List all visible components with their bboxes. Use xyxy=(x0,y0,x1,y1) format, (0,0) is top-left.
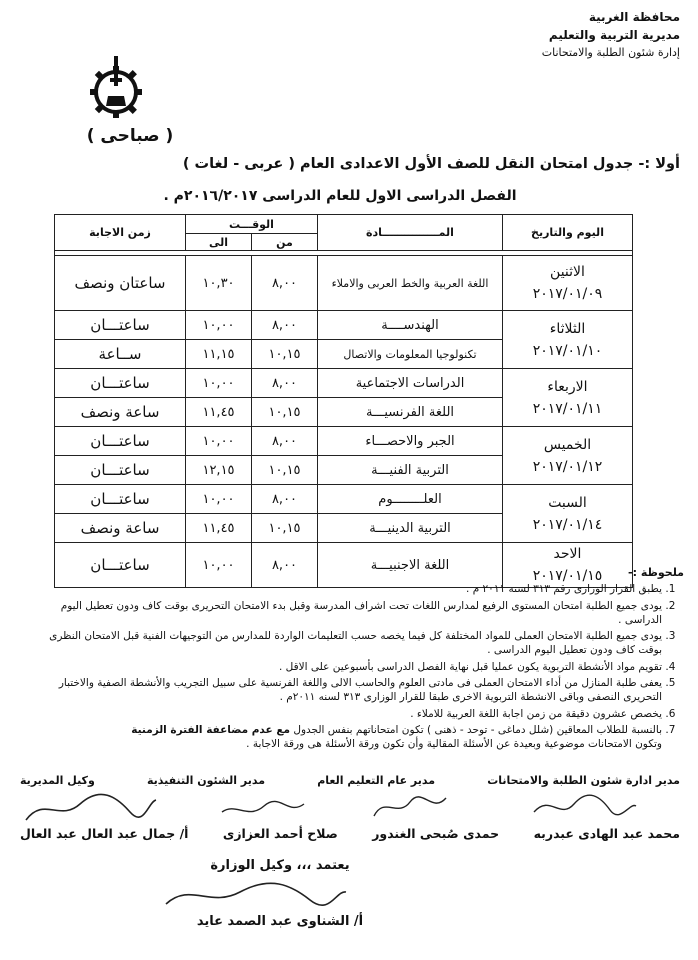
signature-title: مدير عام التعليم العام xyxy=(317,774,436,787)
handwritten-signature xyxy=(20,790,160,826)
ministry-logo-icon xyxy=(84,56,148,122)
duration-cell: ساعتـــان xyxy=(55,427,186,456)
signatory-name: حمدى صُبحى الغندور xyxy=(372,826,500,841)
subject-cell: التربية الدينيـــة xyxy=(318,514,503,543)
duration-cell: ساعتان ونصف xyxy=(55,256,186,311)
note-item: 3. يودى جميع الطلبة الامتحان العملى للمواد المختلفة كل فيما يخصه حسب التعليمات الواردة للمدارس من التوجيهات الفنية قبل الامتحان النظرى بوقت كاف ودون تعطيل اليوم الدراسى . xyxy=(34,629,662,658)
day-cell xyxy=(503,256,633,311)
time-from: ٨,٠٠ xyxy=(252,485,318,514)
duration-cell: ساعتـــان xyxy=(55,456,186,485)
time-to: ١٠,٠٠ xyxy=(186,543,252,588)
signature-titles xyxy=(20,774,680,787)
subject-cell: الدراسات الاجتماعية xyxy=(318,369,503,398)
duration-cell: ساعتـــان xyxy=(55,369,186,398)
duration-cell: ساعتـــان xyxy=(55,543,186,588)
header-time: الوقـــت xyxy=(186,215,318,234)
day-cell xyxy=(503,427,633,485)
day-cell xyxy=(503,311,633,369)
subject-cell: التربية الفنيـــة xyxy=(318,456,503,485)
time-to: ١٠,٣٠ xyxy=(186,256,252,311)
table-row xyxy=(55,427,633,456)
day-name: الاربعاء xyxy=(547,378,588,395)
signatory-name: محمد عبد الهادى عبدربه xyxy=(533,826,680,841)
session-label: ( صباحى ) xyxy=(86,126,174,146)
table-row xyxy=(55,485,633,514)
note-item-text: بالنسبة للطلاب المعاقين (شلل دماغى - توحد - ذهنى ) تكون امتحاناتهم بنفس الجدول xyxy=(293,723,662,736)
day-date: ٢٠١٧/٠١/٠٩ xyxy=(532,286,603,302)
exam-schedule-table xyxy=(54,214,633,588)
day-date: ٢٠١٧/٠١/١٥ xyxy=(532,568,603,584)
signature-title: مدير ادارة شئون الطلبة والامتحانات xyxy=(487,774,680,787)
note-item: 2. يودى جميع الطلبة امتحان المستوى الرفيع لمدارس اللغات تحت اشراف المدرسة وقبل بدء الامتحان التحريرى بوقت كاف ودون تعطيل اليوم الدراسى . xyxy=(34,599,662,628)
day-name: الاحد xyxy=(553,546,582,562)
day-name: الخميس xyxy=(543,436,592,453)
time-from: ٨,٠٠ xyxy=(252,311,318,340)
duration-cell: ساعة ونصف xyxy=(55,398,186,427)
time-from: ١٠,١٥ xyxy=(252,398,318,427)
time-from: ٨,٠٠ xyxy=(252,543,318,588)
signatory-name: صلاح أحمد العزازى xyxy=(222,826,338,841)
time-from: ٨,٠٠ xyxy=(252,369,318,398)
issuer-header xyxy=(450,8,680,62)
note-item: 6. يخصص عشرون دقيقة من زمن اجابة اللغة العربية للاملاء . xyxy=(34,707,662,721)
day-date: ٢٠١٧/٠١/١١ xyxy=(532,400,603,417)
time-to: ١١,١٥ xyxy=(186,340,252,369)
subject-cell: تكنولوجيا المعلومات والاتصال xyxy=(318,340,503,369)
header-day-date: اليوم والتاريخ xyxy=(503,215,633,251)
header-from: من xyxy=(252,234,318,251)
signature-title: وكيل المديرية xyxy=(20,774,95,787)
table-row xyxy=(55,311,633,340)
handwritten-signature xyxy=(218,796,308,824)
note-item: 1. يطبق القرار الوزارى رقم ٣١٣ لسنه ٢٠١١ م . xyxy=(34,582,662,596)
directorate: مديرية التربية والتعليم xyxy=(548,28,680,42)
subject-cell: اللغة الفرنسيـــة xyxy=(318,398,503,427)
notes-heading: ملحوظة :- xyxy=(628,566,684,579)
duration-cell: ساعتـــان xyxy=(55,485,186,514)
day-name: الثلاثاء xyxy=(549,320,586,337)
time-from: ٨,٠٠ xyxy=(252,256,318,311)
time-to: ١٠,٠٠ xyxy=(186,485,252,514)
time-to: ١٠,٠٠ xyxy=(186,311,252,340)
day-date: ٢٠١٧/٠١/١٠ xyxy=(532,342,603,359)
note-item: 5. يعفى طلبة المنازل من أداء الامتحان العملى فى مادتى العلوم والحاسب الالى واللغة الفرنسية على سبيل التجريب والأنشطة الصفية والاختبار التحريرى النصفى وباقى الانشطة التربوية الاخرى طبقا للقرار الوزارى ٣١٣ لسنه ٢٠١١م . xyxy=(34,676,662,705)
note-item-bold: مع عدم مضاعفة الفترة الزمنية xyxy=(131,723,290,736)
subject-cell: الجبر والاحصـــاء xyxy=(318,427,503,456)
day-name: السبت xyxy=(548,494,587,511)
header-subject: المـــــــــــــــادة xyxy=(318,215,503,251)
day-date: ٢٠١٧/٠١/١٢ xyxy=(532,458,603,475)
governorate: محافظة الغربية xyxy=(588,10,680,24)
time-to: ١٠,٠٠ xyxy=(186,427,252,456)
approval-line: يعتمد ،،، وكيل الوزارة xyxy=(210,858,350,873)
time-to: ١٠,٠٠ xyxy=(186,369,252,398)
note-item xyxy=(34,723,662,752)
time-to: ١١,٤٥ xyxy=(186,398,252,427)
notes-section xyxy=(34,566,684,754)
term-title: الفصل الدراسى الاول للعام الدراسى ٢٠١٦/٢٠١٧م . xyxy=(163,188,517,204)
subject-cell: الهندســــة xyxy=(318,311,503,340)
undersecretary-name: أ/ الشناوى عبد الصمد عايد xyxy=(196,914,364,929)
signature-title: مدير الشئون التنفيذية xyxy=(146,774,266,787)
signature-names xyxy=(20,826,680,841)
subject-cell: العلــــــــوم xyxy=(318,485,503,514)
table-row xyxy=(55,256,633,311)
schedule-title: أولا :- جدول امتحان النقل للصف الأول الاعدادى العام ( عربى - لغات ) xyxy=(182,156,680,172)
duration-cell: ســاعة xyxy=(55,340,186,369)
note-item-continuation: وتكون الامتحانات موضوعية وبعيدة عن الأسئلة المقالية وأن تكون ورقة الأسئلة هى ورقة الاجابة . xyxy=(246,738,662,751)
time-from: ١٠,١٥ xyxy=(252,456,318,485)
subject-cell: اللغة العربية والخط العربى والاملاء xyxy=(318,256,503,311)
department: إدارة شئون الطلبة والامتحانات xyxy=(541,46,680,59)
day-date: ٢٠١٧/٠١/١٤ xyxy=(532,516,603,533)
day-cell xyxy=(503,369,633,427)
day-name: الاثنين xyxy=(550,264,585,280)
header-duration: زمن الاجابة xyxy=(55,215,186,251)
signatory-name: أ/ جمال عبد العال عبد العال xyxy=(20,826,189,841)
handwritten-signature xyxy=(370,792,450,822)
handwritten-signature xyxy=(160,878,350,914)
subject-cell: اللغة الاجنبيـــة xyxy=(318,543,503,588)
note-item: 4. تقويم مواد الأنشطة التربوية يكون عمليا قبل نهاية الفصل الدراسى بأسبوعين على الاقل . xyxy=(34,660,662,674)
table-row xyxy=(55,369,633,398)
time-to: ١٢,١٥ xyxy=(186,456,252,485)
handwritten-signature xyxy=(530,792,640,822)
header-to: الى xyxy=(186,234,252,251)
time-from: ٨,٠٠ xyxy=(252,427,318,456)
duration-cell: ساعتـــان xyxy=(55,311,186,340)
time-to: ١١,٤٥ xyxy=(186,514,252,543)
day-cell xyxy=(503,485,633,543)
time-from: ١٠,١٥ xyxy=(252,514,318,543)
duration-cell: ساعة ونصف xyxy=(55,514,186,543)
time-from: ١٠,١٥ xyxy=(252,340,318,369)
